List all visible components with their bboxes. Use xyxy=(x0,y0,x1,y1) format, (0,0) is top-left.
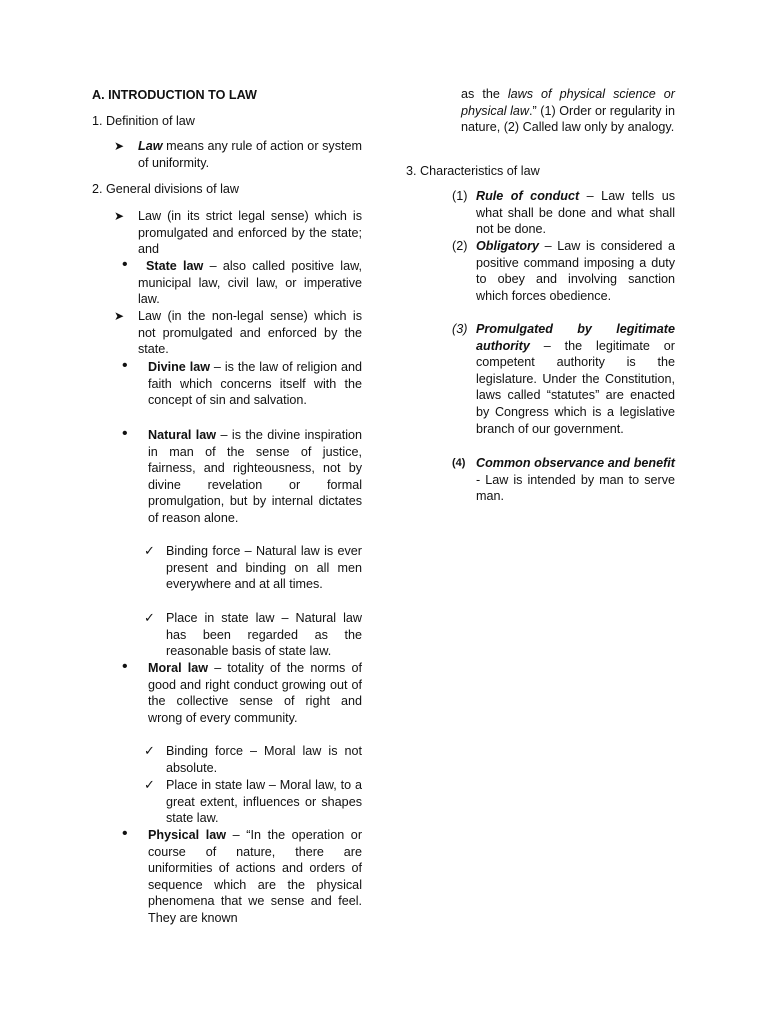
list-item-strict-sense: ➤ Law (in its strict legal sense) which is promulgated and enforced by the state; and xyxy=(114,209,362,257)
list-item-state-law: • State law – also called positive law, municipal law, civil law, or imperative law. xyxy=(122,256,362,307)
item-number: (1) xyxy=(452,189,468,203)
list-item-moral-law: • Moral law – totality of the norms of good and right conduct growing out of the collective sense of right and wrong of every community. xyxy=(122,658,362,725)
item-number: (4) xyxy=(452,457,466,469)
list-item-natural-law: • Natural law – is the divine inspiration in man of the sense of justice, fairness, and righteousness, not by divine revelation or formal promulgation, but by internal dictates of reason alone. xyxy=(122,425,362,525)
characteristic-common-observance: (4) Common observance and benefit - Law is intended by man to serve man. xyxy=(452,456,675,504)
list-item-non-legal: ➤ Law (in the non-legal sense) which is not promulgated and enforced by the state. xyxy=(114,309,362,357)
bullet-icon: • xyxy=(122,425,128,442)
bullet-icon: • xyxy=(122,357,128,374)
list-item-physical-law: • Physical law – “In the operation or course of nature, there are uniformities of actions and orders of sequence which are the physical phenomena that we sense and feel. They are known xyxy=(122,825,363,925)
characteristic-promulgated: (3) Promulgated by legitimate authority – the legitimate or competent authority is the legislature. Under the Constitution, laws called “statutes” are enacted by Congress which is a legislative branch of our government. xyxy=(452,322,675,436)
item-number: (2) xyxy=(452,239,468,253)
list-item-text: Law means any rule of action or system of uniformity. xyxy=(138,139,362,170)
bullet-icon: • xyxy=(122,825,128,842)
arrow-bullet-icon: ➤ xyxy=(114,309,125,323)
bullet-icon: • xyxy=(122,256,128,273)
bullet-icon: • xyxy=(122,658,128,675)
subheading-definition: 1. Definition of law xyxy=(92,114,195,128)
arrow-bullet-icon: ➤ xyxy=(114,209,125,223)
arrow-bullet-icon: ➤ xyxy=(114,139,125,153)
physical-law-continuation: as the laws of physical science or physical law.” (1) Order or regularity in nature, (2) Called law only by analogy. xyxy=(461,87,675,135)
list-item-moral-place: ✓ Place in state law – Moral law, to a great extent, influences or shapes state law. xyxy=(144,777,362,826)
list-item-divine-law: • Divine law – is the law of religion and faith which concerns itself with the concept of sin and salvation. xyxy=(122,357,363,408)
checkmark-icon: ✓ xyxy=(144,743,155,758)
list-item-natural-place: ✓ Place in state law – Natural law has been regarded as the reasonable basis of state law. xyxy=(144,610,362,659)
list-item-law-definition xyxy=(114,138,362,171)
list-item-natural-binding: ✓ Binding force – Natural law is ever present and binding on all men everywhere and at all times. xyxy=(144,543,362,592)
characteristic-rule-of-conduct: (1) Rule of conduct – Law tells us what shall be done and what shall not be done. xyxy=(452,189,675,237)
subheading-divisions: 2. General divisions of law xyxy=(92,182,239,196)
list-item-moral-binding: ✓ Binding force – Moral law is not absolute. xyxy=(144,743,362,775)
section-title: A. INTRODUCTION TO LAW xyxy=(92,88,257,102)
checkmark-icon: ✓ xyxy=(144,543,155,558)
characteristic-obligatory: (2) Obligatory – Law is considered a positive command imposing a duty to obey and involving sanction which forces obedience. xyxy=(452,239,675,303)
checkmark-icon: ✓ xyxy=(144,777,155,792)
checkmark-icon: ✓ xyxy=(144,610,155,625)
subheading-characteristics: 3. Characteristics of law xyxy=(406,164,540,178)
item-number: (3) xyxy=(452,322,468,336)
